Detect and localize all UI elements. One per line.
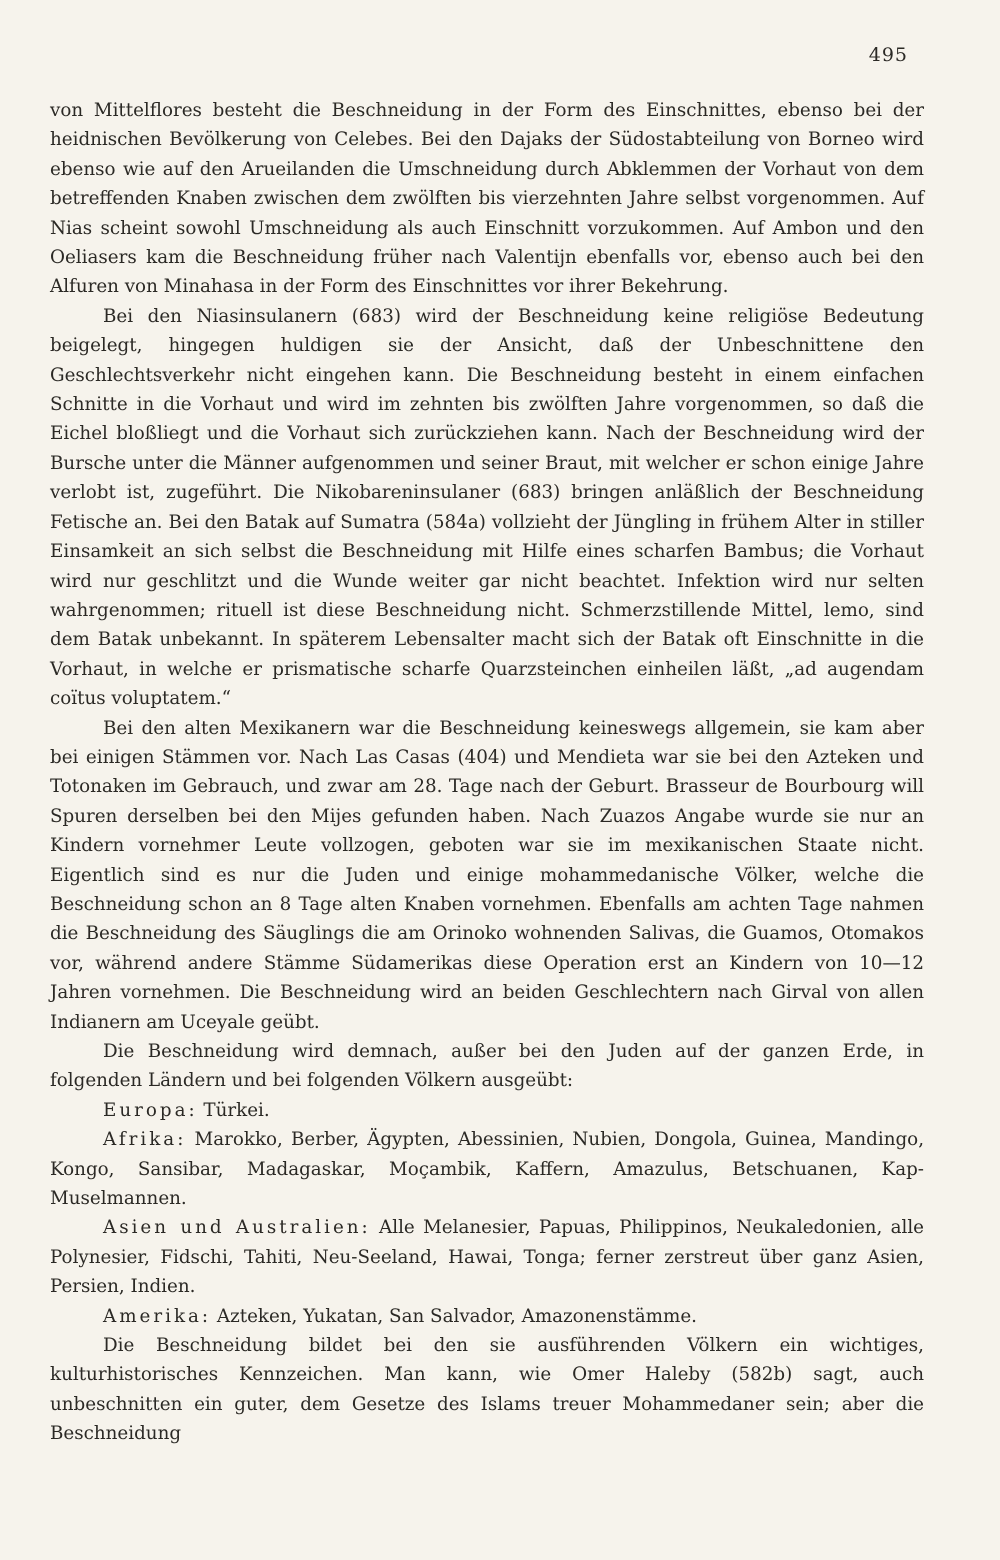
region-label-europa: Europa:: [103, 1099, 198, 1121]
list-item-afrika: [50, 1125, 924, 1213]
region-text-europa: Türkei.: [197, 1099, 270, 1121]
region-text-afrika: Marokko, Berber, Ägypten, Abessinien, Nubien, Dongola, Guinea, Mandingo, Kongo, Sansibar, Madagaskar, Moçambik, Kaffern, Amazulus, Betschuanen, Kap-Muselmannen.: [50, 1129, 924, 1210]
list-item-asien: [50, 1213, 924, 1301]
region-label-amerika: Amerika:: [103, 1305, 212, 1327]
paragraph-2: Bei den Niasinsulanern (683) wird der Beschneidung keine religiöse Bedeutung beigelegt, hingegen huldigen sie der Ansicht, daß der Unbeschnittene den Geschlechtsverkehr nicht eingehen kann. Die Beschneidung besteht in einem einfachen Schnitte in die Vorhaut und wird im zehnten bis zwölften Jahre vorgenommen, so daß die Eichel bloßliegt und die Vorhaut sich zurückziehen kann. Nach der Beschneidung wird der Bursche unter die Männer aufgenommen und seiner Braut, mit welcher er schon einige Jahre verlobt ist, zugeführt. Die Nikobareninsulaner (683) bringen anläßlich der Beschneidung Fetische an. Bei den Batak auf Sumatra (584a) vollzieht der Jüngling in frühem Alter in stiller Einsamkeit an sich selbst die Beschneidung mit Hilfe eines scharfen Bambus; die Vorhaut wird nur geschlitzt und die Wunde weiter gar nicht beachtet. Infektion wird nur selten wahrgenommen; rituell ist diese Beschneidung nicht. Schmerzstillende Mittel, lemo, sind dem Batak unbekannt. In späterem Lebensalter macht sich der Batak oft Einschnitte in die Vorhaut, in welche er prismatische scharfe Quarzsteinchen einheilen läßt, „ad augendam coïtus voluptatem.“: [50, 305, 924, 710]
region-text-amerika: Azteken, Yukatan, San Salvador, Amazonenstämme.: [211, 1305, 697, 1327]
paragraph-1: von Mittelflores besteht die Beschneidung in der Form des Einschnittes, ebenso bei der heidnischen Bevölkerung von Celebes. Bei den Dajaks der Südostabteilung von Borneo wird ebenso wie auf den Arueilanden die Umschneidung durch Abklemmen der Vorhaut von dem betreffenden Knaben zwischen dem zwölften bis vierzehnten Jahre selbst vorgenommen. Auf Nias scheint sowohl Umschneidung als auch Einschnitt vorzukommen. Auf Ambon und den Oeliasers kam die Beschneidung früher nach Valentijn ebenfalls vor, ebenso auch bei den Alfuren von Minahasa in der Form des Einschnittes vor ihrer Bekehrung.: [50, 100, 924, 298]
text-body: [50, 96, 924, 1449]
paragraph-4: Die Beschneidung wird demnach, außer bei den Juden auf der ganzen Erde, in folgenden Ländern und bei folgenden Völkern ausgeübt:: [50, 1041, 924, 1092]
paragraph-last: Die Beschneidung bildet bei den sie ausführenden Völkern ein wichtiges, kulturhistorisches Kennzeichen. Man kann, wie Omer Haleby (582b) sagt, auch unbeschnitten ein guter, dem Gesetze des Islams treuer Mohammedaner sein; aber die Beschneidung: [50, 1335, 924, 1445]
region-label-asien: Asien und Australien:: [103, 1217, 371, 1239]
paragraph-3: Bei den alten Mexikanern war die Beschneidung keineswegs allgemein, sie kam aber bei einigen Stämmen vor. Nach Las Casas (404) und Mendieta war sie bei den Azteken und Totonaken im Gebrauch, und zwar am 28. Tage nach der Geburt. Brasseur de Bourbourg will Spuren derselben bei den Mijes gefunden haben. Nach Zuazos Angabe wurde sie nur an Kindern vornehmer Leute vollzogen, geboten war sie im mexikanischen Staate nicht. Eigentlich sind es nur die Juden und einige mohammedanische Völker, welche die Beschneidung schon an 8 Tage alten Knaben vornehmen. Ebenfalls am achten Tage nahmen die Beschneidung des Säuglings die am Orinoko wohnenden Salivas, die Guamos, Otomakos vor, während andere Stämme Südamerikas diese Operation erst an Kindern von 10—12 Jahren vornehmen. Die Beschneidung wird an beiden Geschlechtern nach Girval von allen Indianern am Uceyale geübt.: [50, 717, 924, 1033]
region-text-asien: Alle Melanesier, Papuas, Philippinos, Neukaledonien, alle Polynesier, Fidschi, Tahiti, Neu-Seeland, Hawai, Tonga; ferner zerstreut über ganz Asien, Persien, Indien.: [50, 1217, 924, 1298]
region-label-afrika: Afrika:: [103, 1129, 187, 1151]
list-item-amerika: [50, 1302, 924, 1331]
page-number: 495: [868, 44, 908, 66]
list-item-europa: [50, 1096, 924, 1125]
